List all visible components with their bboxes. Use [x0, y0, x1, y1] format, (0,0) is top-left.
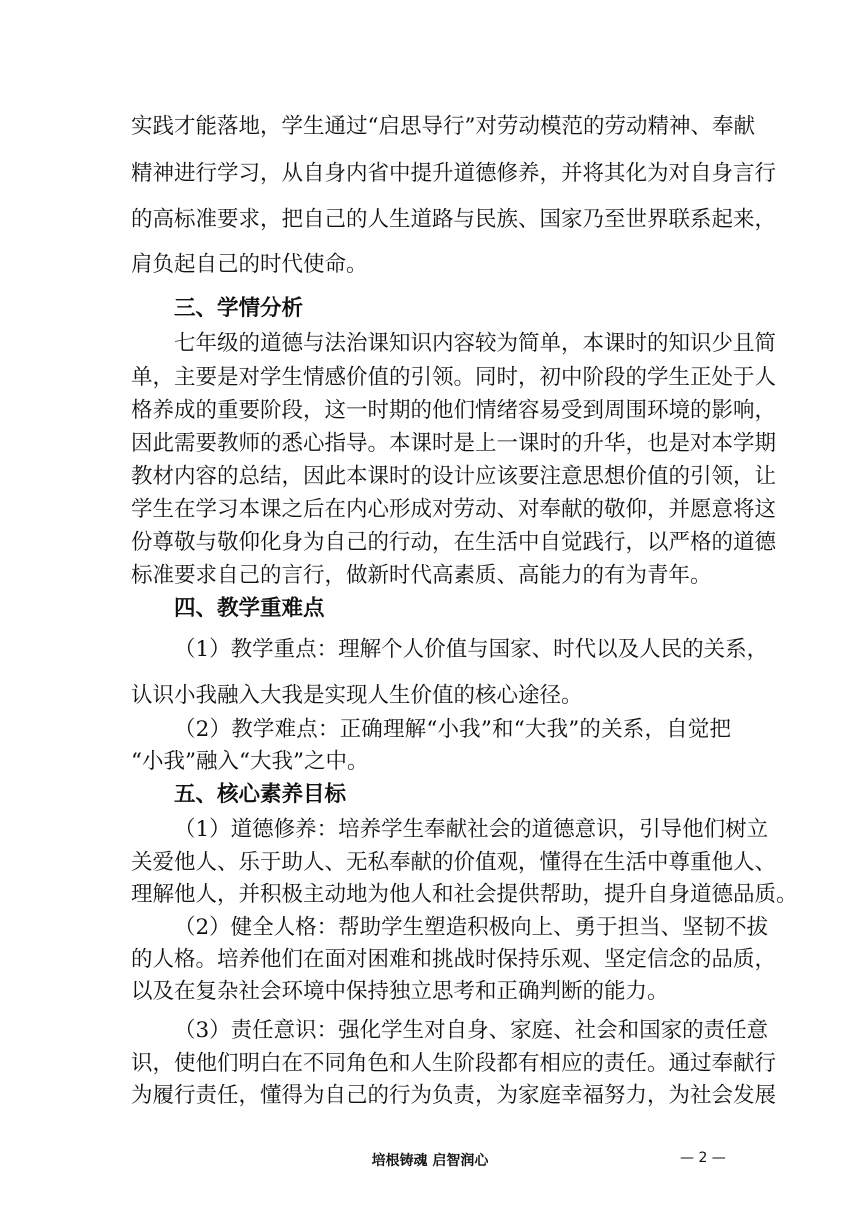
section-heading: 五、核心素养目标 [174, 782, 347, 807]
body-line: 为履行责任，懂得为自己的行为负责，为家庭幸福努力，为社会发展 [131, 1083, 777, 1108]
body-line: 标准要求自己的言行，做新时代高素质、高能力的有为青年。 [131, 563, 712, 588]
body-line: 识，使他们明白在不同角色和人生阶段都有相应的责任。通过奉献行 [131, 1051, 777, 1076]
body-line: 实践才能落地，学生通过“启思导行”对劳动模范的劳动精神、奉献 [131, 114, 755, 139]
body-line: （1）道德修养：培养学生奉献社会的道德意识，引导他们树立 [174, 817, 769, 842]
body-line: 的高标准要求，把自己的人生道路与民族、国家乃至世界联系起来， [131, 207, 777, 232]
body-line: 格养成的重要阶段，这一时期的他们情绪容易受到周围环境的影响， [131, 398, 777, 423]
section-heading: 四、教学重难点 [174, 596, 325, 621]
body-line: 关爱他人、乐于助人、无私奉献的价值观，懂得在生活中尊重他人、 [131, 850, 777, 875]
body-line: 学生在学习本课之后在内心形成对劳动、对奉献的敬仰，并愿意将这 [131, 497, 777, 522]
body-line: 因此需要教师的悉心指导。本课时是上一课时的升华，也是对本学期 [131, 431, 777, 456]
body-line: 精神进行学习，从自身内省中提升道德修养，并将其化为对自身言行 [131, 161, 777, 186]
page-number: — 2 — [680, 1150, 726, 1166]
body-line: 份尊敬与敬仰化身为自己的行动，在生活中自觉践行，以严格的道德 [131, 530, 777, 555]
body-line: 理解他人，并积极主动地为他人和社会提供帮助，提升自身道德品质。 [131, 882, 798, 907]
body-line: （2）健全人格：帮助学生塑造积极向上、勇于担当、坚韧不拔 [174, 915, 769, 940]
body-line: （3）责任意识：强化学生对自身、家庭、社会和国家的责任意 [174, 1018, 769, 1043]
body-line: 以及在复杂社会环境中保持独立思考和正确判断的能力。 [131, 979, 669, 1004]
body-line: 认识小我融入大我是实现人生价值的核心途径。 [131, 683, 583, 708]
footer-motto: 培根铸魂 启智润心 [371, 1153, 489, 1169]
body-line: （1）教学重点：理解个人价值与国家、时代以及人民的关系， [174, 637, 769, 662]
body-line: 的人格。培养他们在面对困难和挑战时保持乐观、坚定信念的品质， [131, 947, 777, 972]
section-heading: 三、学情分析 [174, 296, 304, 321]
body-line: 单，主要是对学生情感价值的引领。同时，初中阶段的学生正处于人 [131, 365, 777, 390]
body-line: （2）教学难点：正确理解“小我”和“大我”的关系，自觉把 [174, 717, 731, 742]
body-line: 七年级的道德与法治课知识内容较为简单，本课时的知识少且简 [174, 331, 777, 356]
body-line: 肩负起自己的时代使命。 [131, 252, 368, 277]
body-line: 教材内容的总结，因此本课时的设计应该要注意思想价值的引领，让 [131, 464, 777, 489]
body-line: “小我”融入“大我”之中。 [131, 749, 369, 774]
